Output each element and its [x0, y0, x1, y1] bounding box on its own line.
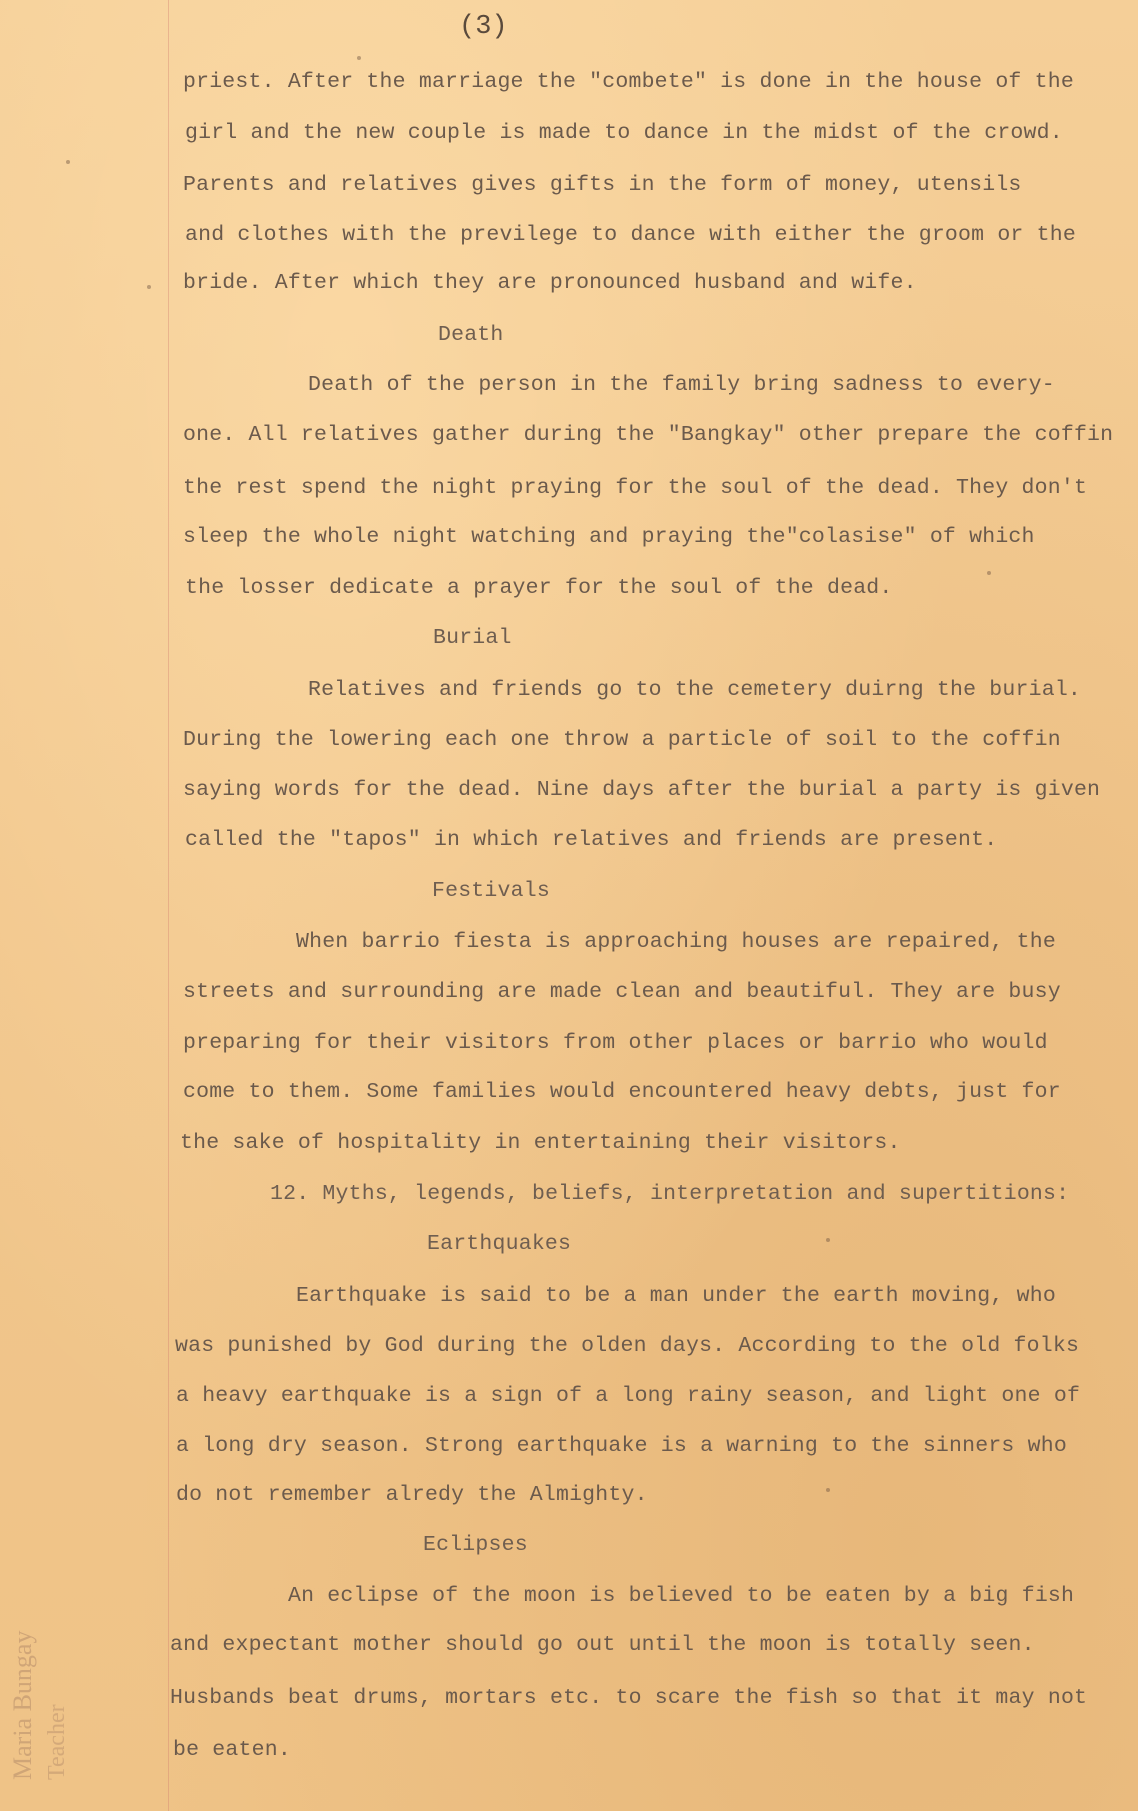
earthquakes-heading: Earthquakes — [427, 1232, 572, 1256]
text-line: When barrio fiesta is approaching houses are repaired, the — [296, 930, 1056, 954]
text-line: one. All relatives gather during the "Bangkay" other prepare the coffin — [183, 423, 1114, 447]
item-12-heading: 12. Myths, legends, beliefs, interpretation and supertitions: — [270, 1182, 1070, 1206]
text-line: Earthquake is said to be a man under the earth moving, who — [296, 1284, 1056, 1308]
text-line: Relatives and friends go to the cemetery duirng the burial. — [308, 678, 1082, 702]
text-line: the losser dedicate a prayer for the soul of the dead. — [185, 576, 893, 600]
margin-stamp-name: Maria Bungay — [8, 1630, 37, 1780]
ink-speck — [987, 571, 991, 575]
text-line: do not remember alredy the Almighty. — [176, 1483, 648, 1507]
text-line: and expectant mother should go out until the moon is totally seen. — [170, 1633, 1035, 1657]
text-line: be eaten. — [173, 1738, 291, 1762]
margin-stamp-title: Teacher — [44, 1704, 70, 1780]
burial-heading: Burial — [433, 626, 512, 650]
text-line: called the "tapos" in which relatives and friends are present. — [185, 828, 998, 852]
text-line: was punished by God during the olden days. According to the old folks — [175, 1334, 1080, 1358]
text-line: a long dry season. Strong earthquake is a warning to the sinners who — [176, 1434, 1067, 1458]
page-number: (3) — [459, 12, 508, 42]
text-line: Death of the person in the family bring sadness to every- — [308, 373, 1055, 397]
ink-speck — [147, 285, 151, 289]
text-line: streets and surrounding are made clean and beautiful. They are busy — [183, 980, 1061, 1004]
text-line: the sake of hospitality in entertaining their visitors. — [180, 1131, 901, 1155]
ink-speck — [66, 160, 70, 164]
text-line: saying words for the dead. Nine days after the burial a party is given — [183, 778, 1101, 802]
text-line: preparing for their visitors from other places or barrio who would — [183, 1031, 1048, 1055]
ink-speck — [826, 1238, 830, 1242]
text-line: During the lowering each one throw a particle of soil to the coffin — [183, 728, 1061, 752]
text-line: priest. After the marriage the "combete" is done in the house of the — [183, 70, 1074, 94]
text-line: girl and the new couple is made to dance in the midst of the crowd. — [185, 121, 1063, 145]
festivals-heading: Festivals — [432, 879, 550, 903]
eclipses-heading: Eclipses — [423, 1533, 528, 1557]
margin-rule — [168, 0, 169, 1811]
text-line: bride. After which they are pronounced husband and wife. — [183, 271, 917, 295]
text-line: sleep the whole night watching and praying the"colasise" of which — [183, 525, 1035, 549]
death-heading: Death — [438, 323, 504, 347]
text-line: a heavy earthquake is a sign of a long rainy season, and light one of — [176, 1384, 1081, 1408]
ink-speck — [357, 56, 361, 60]
text-line: Parents and relatives gives gifts in the form of money, utensils — [183, 173, 1022, 197]
text-line: the rest spend the night praying for the soul of the dead. They don't — [183, 476, 1088, 500]
ink-speck — [826, 1488, 830, 1492]
text-line: Husbands beat drums, mortars etc. to scare the fish so that it may not — [170, 1686, 1088, 1710]
text-line: and clothes with the previlege to dance with either the groom or the — [185, 223, 1076, 247]
text-line: come to them. Some families would encountered heavy debts, just for — [183, 1080, 1061, 1104]
text-line: An eclipse of the moon is believed to be eaten by a big fish — [288, 1584, 1075, 1608]
